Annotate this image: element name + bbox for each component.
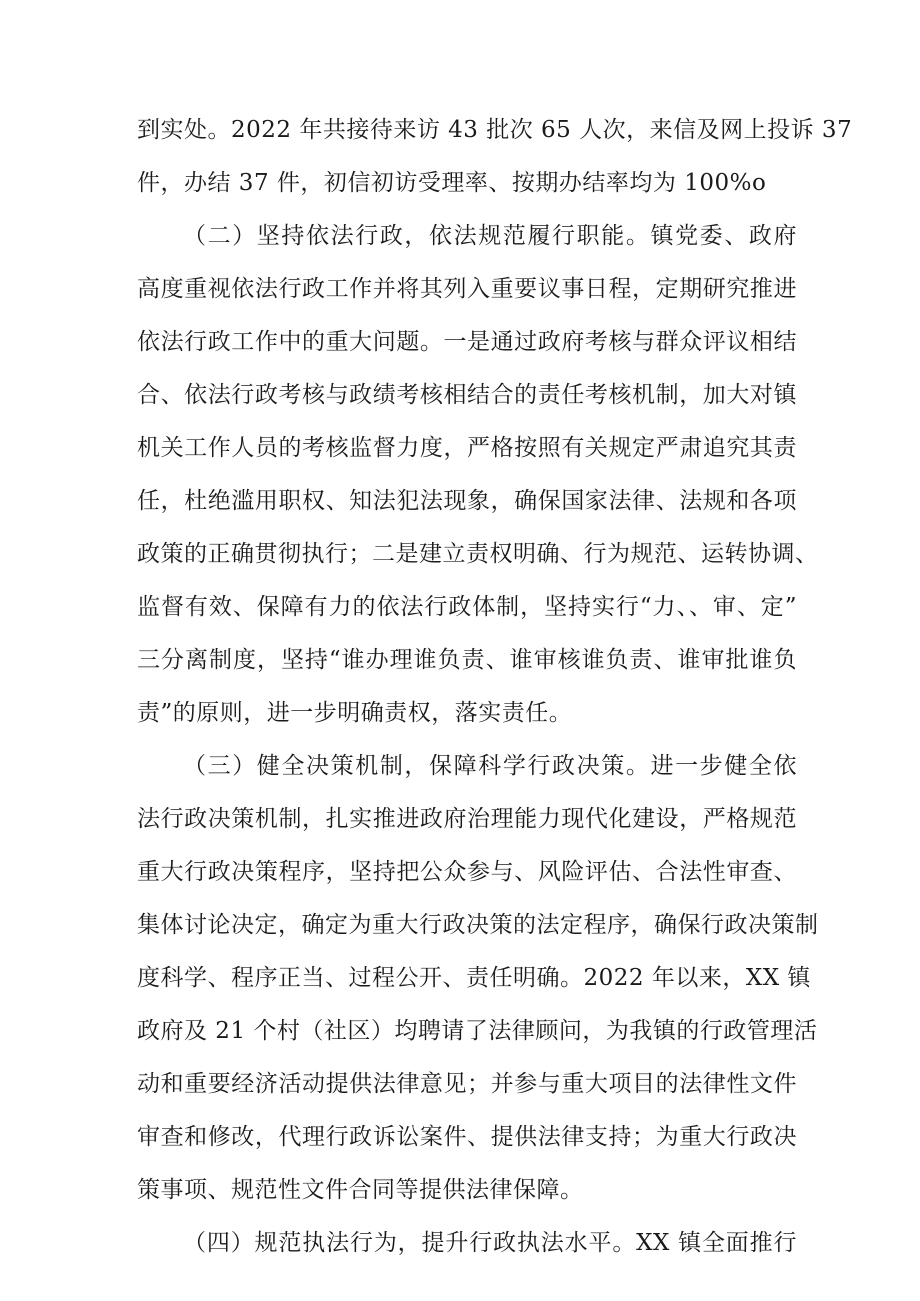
text-line: 政府及 21 个村（社区）均聘请了法律顾问，为我镇的行政管理活 (137, 1018, 818, 1044)
text-line: 度科学、程序正当、过程公开、责任明确。2022 年以来，XX 镇 (137, 965, 811, 991)
text-line: 依法行政工作中的重大问题。一是通过政府考核与群众评议相结 (137, 329, 797, 355)
text-line: 三分离制度，坚持“谁办理谁负责、谁审核谁负责、谁审批谁负 (137, 647, 797, 673)
text-line: 责”的原则，进一步明确责权，落实责任。 (137, 700, 573, 726)
text-line: 重大行政决策程序，坚持把公众参与、风险评估、合法性审查、 (137, 859, 797, 885)
text-line: 任，杜绝滥用职权、知法犯法现象，确保国家法律、法规和各项 (137, 488, 797, 514)
text-line: 机关工作人员的考核监督力度，严格按照有关规定严肃追究其责 (137, 435, 797, 461)
paragraph (137, 104, 853, 210)
paragraph (137, 210, 819, 740)
text-line: 动和重要经济活动提供法律意见；并参与重大项目的法律性文件 (137, 1071, 797, 1097)
paragraph (137, 1217, 797, 1270)
text-line: 到实处。2022 年共接待来访 43 批次 65 人次，来信及网上投诉 37 (137, 117, 853, 143)
text-line: 法行政决策机制，扎实推进政府治理能力现代化建设，严格规范 (137, 806, 797, 832)
text-line: 监督有效、保障有力的依法行政体制，坚持实行“力、、审、定” (137, 594, 797, 620)
text-line: 件，办结 37 件，初信初访受理率、按期办结率均为 100%o (137, 170, 767, 196)
text-line: （四）规范执法行为，提升行政执法水平。XX 镇全面推行 (183, 1230, 797, 1256)
text-line: 高度重视依法行政工作并将其列入重要议事日程，定期研究推进 (137, 276, 797, 302)
paragraph (137, 740, 819, 1217)
document-body (137, 104, 853, 1270)
text-line: 审查和修改，代理行政诉讼案件、提供法律支持；为重大行政决 (137, 1124, 797, 1150)
text-line: （二）坚持依法行政，依法规范履行职能。镇党委、政府 (183, 223, 797, 249)
text-line: （三）健全决策机制，保障科学行政决策。进一步健全依 (183, 753, 797, 779)
text-line: 策事项、规范性文件合同等提供法律保障。 (137, 1177, 584, 1203)
text-line: 合、依法行政考核与政绩考核相结合的责任考核机制，加大对镇 (137, 382, 797, 408)
text-line: 集体讨论决定，确定为重大行政决策的法定程序，确保行政决策制 (137, 912, 819, 938)
text-line: 政策的正确贯彻执行；二是建立责权明确、行为规范、运转协调、 (137, 541, 819, 567)
